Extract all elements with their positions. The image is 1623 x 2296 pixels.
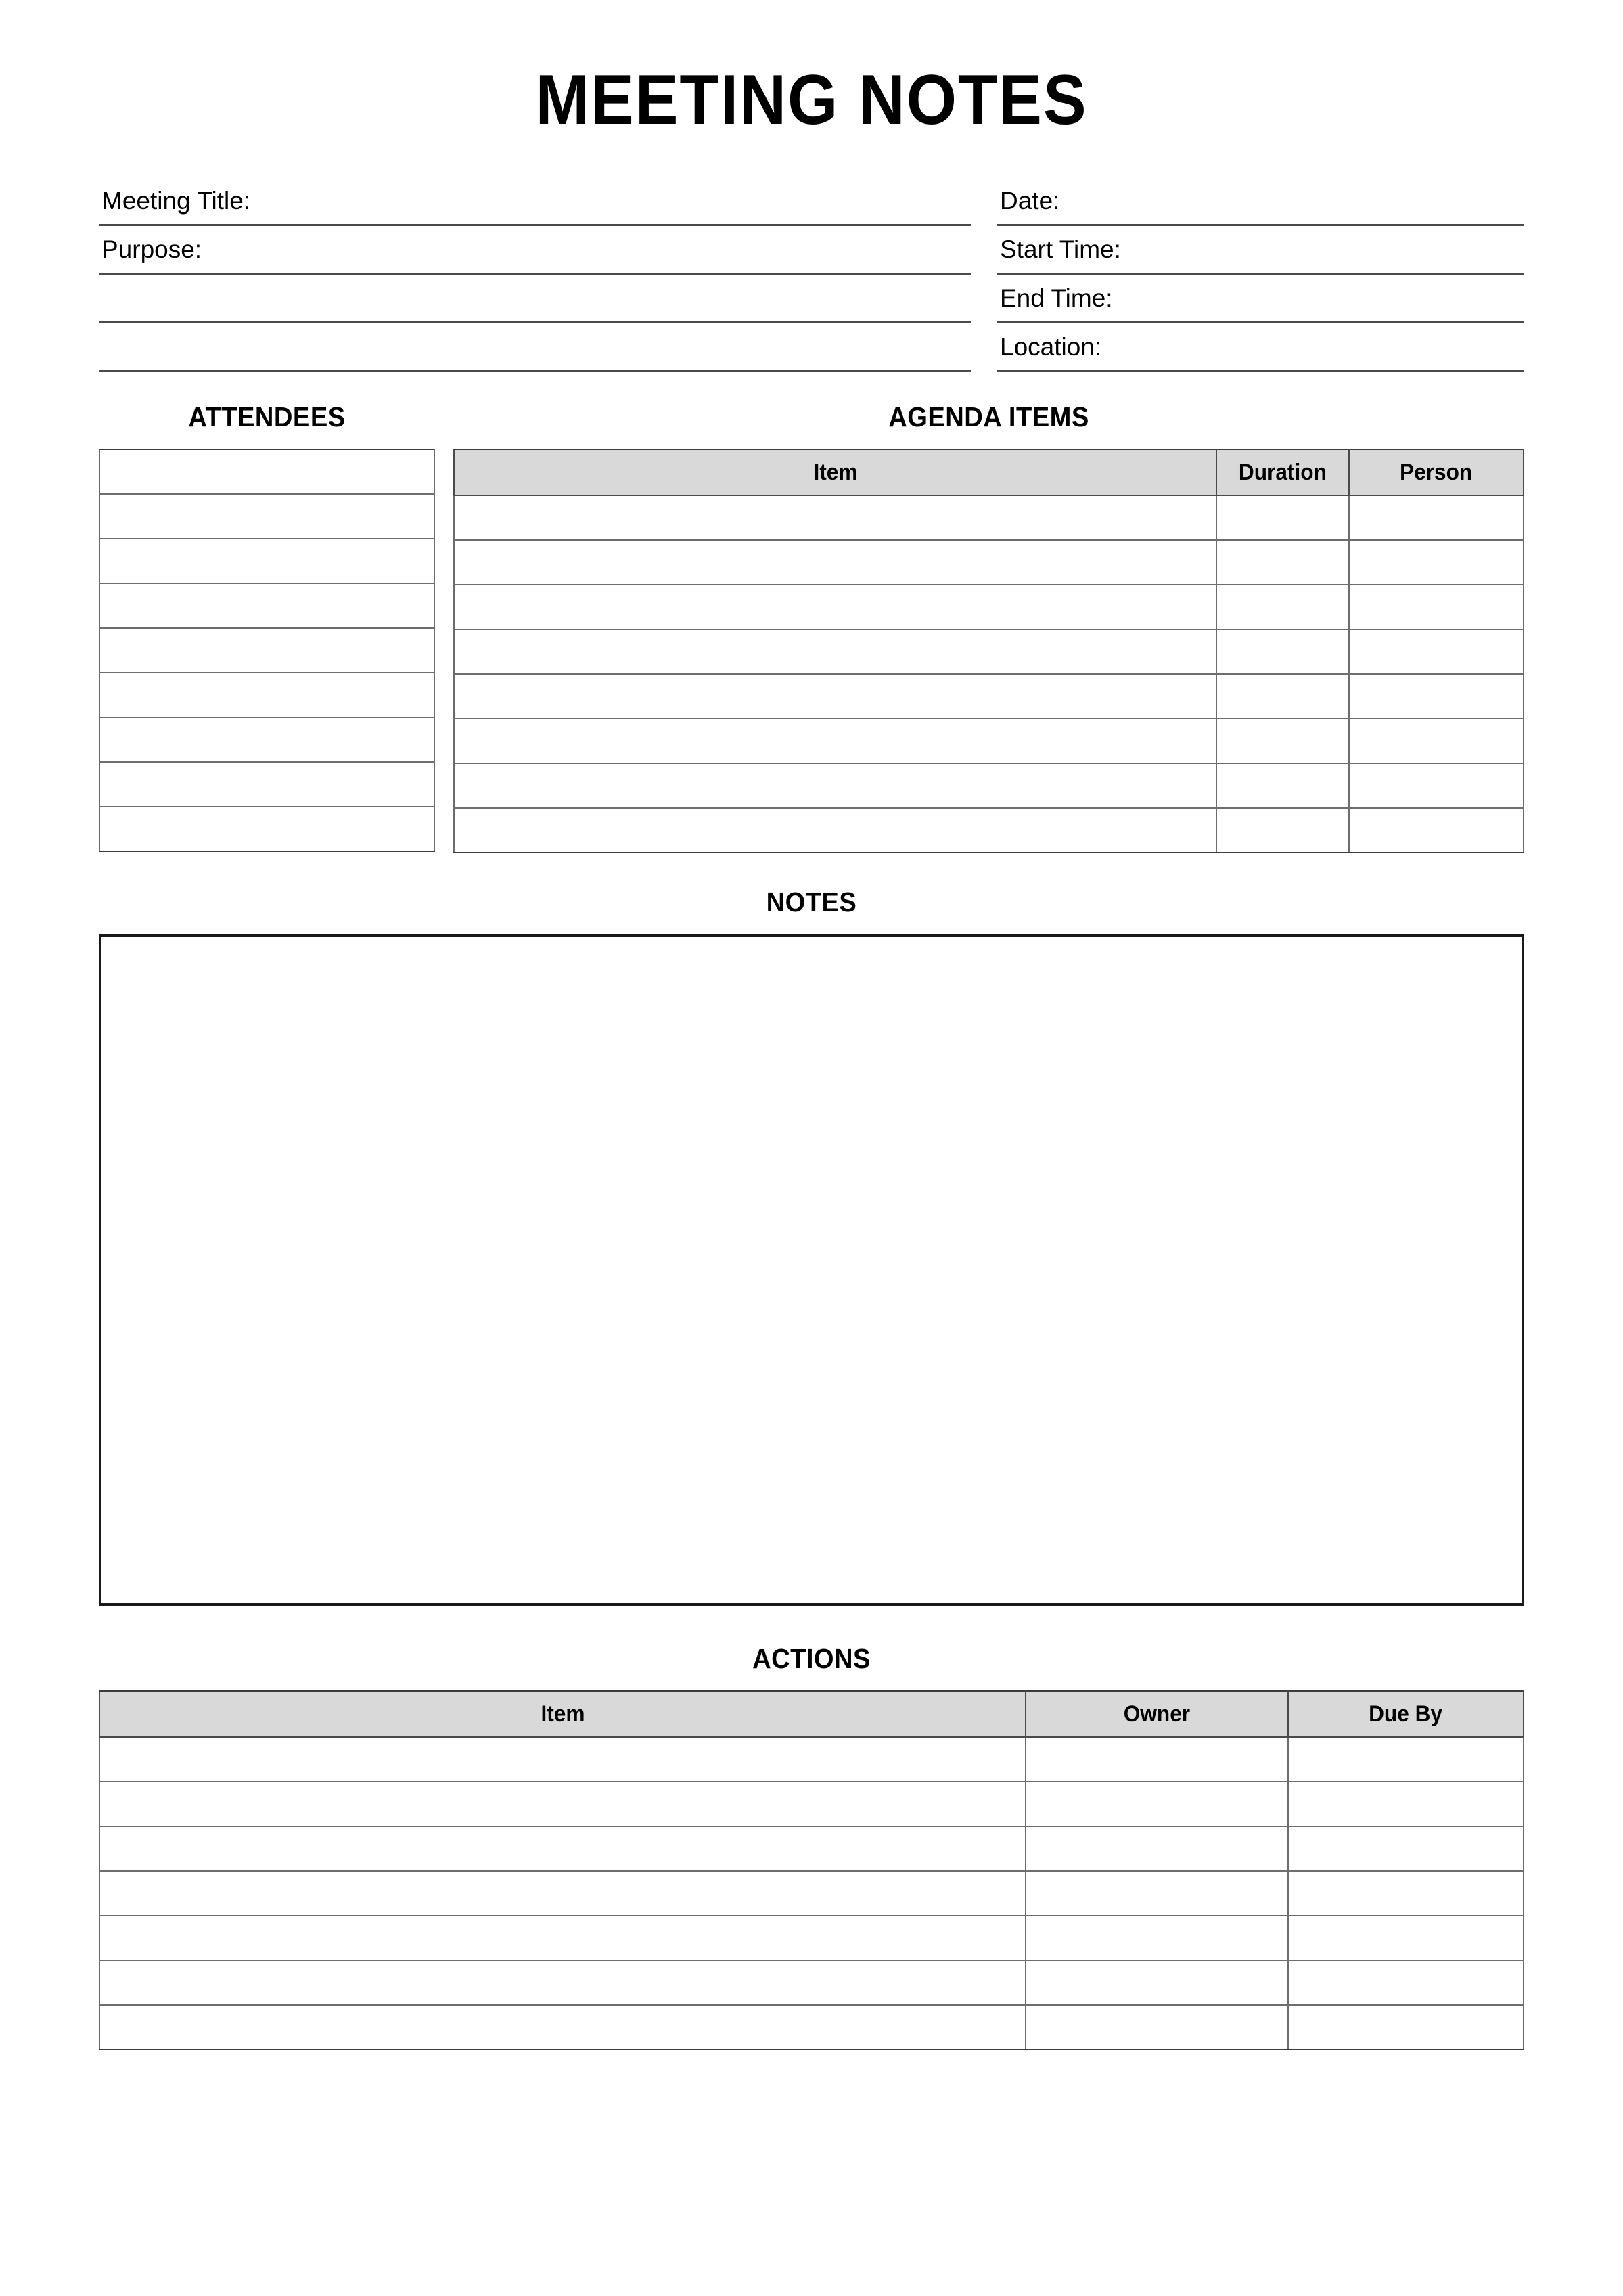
attendees-heading: ATTENDEES — [188, 401, 346, 432]
attendee-name-cell[interactable] — [99, 539, 434, 583]
action-row — [99, 1916, 1524, 1960]
attendee-name-cell[interactable] — [99, 807, 434, 851]
attendee-row — [99, 762, 434, 807]
agenda-duration-cell[interactable] — [1216, 674, 1349, 719]
field-end-time[interactable]: End Time: — [997, 275, 1524, 323]
agenda-row — [454, 674, 1524, 719]
agenda-person-cell[interactable] — [1349, 540, 1524, 585]
notes-section — [99, 888, 1524, 1606]
agenda-heading: AGENDA ITEMS — [888, 401, 1089, 432]
agenda-person-cell[interactable] — [1349, 763, 1524, 808]
attendee-name-cell[interactable] — [99, 449, 434, 494]
attendees-agenda-band — [99, 403, 1524, 853]
field-purpose-continuation-1[interactable] — [99, 275, 971, 323]
action-owner-cell[interactable] — [1026, 1871, 1288, 1916]
action-due-by-cell[interactable] — [1288, 1916, 1524, 1960]
action-due-by-cell[interactable] — [1288, 1871, 1524, 1916]
agenda-duration-cell[interactable] — [1216, 719, 1349, 763]
agenda-duration-cell[interactable] — [1216, 808, 1349, 853]
agenda-section — [453, 403, 1524, 853]
agenda-row — [454, 763, 1524, 808]
action-owner-cell[interactable] — [1026, 2005, 1288, 2050]
agenda-person-cell[interactable] — [1349, 585, 1524, 629]
field-purpose-continuation-2[interactable] — [99, 323, 971, 372]
agenda-item-cell[interactable] — [454, 495, 1216, 540]
action-item-cell[interactable] — [99, 1960, 1026, 2005]
actions-col-item: Item — [99, 1691, 1026, 1737]
action-row — [99, 1826, 1524, 1871]
agenda-person-cell[interactable] — [1349, 719, 1524, 763]
attendee-name-cell[interactable] — [99, 762, 434, 807]
field-start-time[interactable]: Start Time: — [997, 226, 1524, 275]
actions-heading: ACTIONS — [752, 1643, 871, 1674]
action-item-cell[interactable] — [99, 1916, 1026, 1960]
action-row — [99, 1960, 1524, 2005]
agenda-item-cell[interactable] — [454, 808, 1216, 853]
action-due-by-cell[interactable] — [1288, 1826, 1524, 1871]
agenda-row — [454, 540, 1524, 585]
agenda-person-cell[interactable] — [1349, 674, 1524, 719]
field-date[interactable]: Date: — [997, 177, 1524, 226]
agenda-duration-cell[interactable] — [1216, 629, 1349, 674]
actions-col-owner: Owner — [1026, 1691, 1288, 1737]
agenda-duration-cell[interactable] — [1216, 763, 1349, 808]
action-owner-cell[interactable] — [1026, 1737, 1288, 1782]
attendee-row — [99, 628, 434, 673]
action-owner-cell[interactable] — [1026, 1960, 1288, 2005]
field-purpose[interactable]: Purpose: — [99, 226, 971, 275]
agenda-col-item: Item — [454, 449, 1216, 495]
action-owner-cell[interactable] — [1026, 1916, 1288, 1960]
attendee-row — [99, 807, 434, 851]
agenda-row — [454, 585, 1524, 629]
action-item-cell[interactable] — [99, 1826, 1026, 1871]
header-right-column — [997, 177, 1524, 372]
attendees-section — [99, 403, 435, 852]
attendee-row — [99, 539, 434, 583]
attendee-name-cell[interactable] — [99, 583, 434, 628]
attendee-row — [99, 717, 434, 762]
agenda-item-cell[interactable] — [454, 674, 1216, 719]
attendee-name-cell[interactable] — [99, 673, 434, 717]
agenda-duration-cell[interactable] — [1216, 585, 1349, 629]
action-item-cell[interactable] — [99, 2005, 1026, 2050]
actions-table — [99, 1690, 1524, 2050]
action-row — [99, 1871, 1524, 1916]
action-row — [99, 1737, 1524, 1782]
action-item-cell[interactable] — [99, 1782, 1026, 1826]
agenda-item-cell[interactable] — [454, 719, 1216, 763]
attendees-table — [99, 449, 435, 852]
agenda-row — [454, 719, 1524, 763]
action-owner-cell[interactable] — [1026, 1782, 1288, 1826]
actions-col-due-by: Due By — [1288, 1691, 1524, 1737]
field-meeting-title[interactable]: Meeting Title: — [99, 177, 971, 226]
attendee-name-cell[interactable] — [99, 717, 434, 762]
agenda-header-row — [454, 449, 1524, 495]
action-owner-cell[interactable] — [1026, 1826, 1288, 1871]
page-title: MEETING NOTES — [535, 61, 1088, 139]
notes-heading: NOTES — [766, 886, 857, 918]
agenda-duration-cell[interactable] — [1216, 540, 1349, 585]
action-row — [99, 1782, 1524, 1826]
agenda-row — [454, 808, 1524, 853]
agenda-row — [454, 495, 1524, 540]
attendee-row — [99, 494, 434, 539]
agenda-item-cell[interactable] — [454, 629, 1216, 674]
agenda-col-person: Person — [1349, 449, 1524, 495]
agenda-item-cell[interactable] — [454, 763, 1216, 808]
notes-input-area[interactable] — [99, 934, 1524, 1606]
agenda-table — [453, 449, 1524, 853]
action-item-cell[interactable] — [99, 1737, 1026, 1782]
field-location[interactable]: Location: — [997, 323, 1524, 372]
agenda-person-cell[interactable] — [1349, 495, 1524, 540]
agenda-item-cell[interactable] — [454, 585, 1216, 629]
agenda-col-duration: Duration — [1216, 449, 1349, 495]
actions-header-row — [99, 1691, 1524, 1737]
attendee-name-cell[interactable] — [99, 628, 434, 673]
action-due-by-cell[interactable] — [1288, 2005, 1524, 2050]
agenda-row — [454, 629, 1524, 674]
action-item-cell[interactable] — [99, 1871, 1026, 1916]
action-due-by-cell[interactable] — [1288, 1782, 1524, 1826]
attendee-row — [99, 449, 434, 494]
action-row — [99, 2005, 1524, 2050]
agenda-item-cell[interactable] — [454, 540, 1216, 585]
agenda-person-cell[interactable] — [1349, 629, 1524, 674]
agenda-duration-cell[interactable] — [1216, 495, 1349, 540]
attendee-row — [99, 673, 434, 717]
actions-section — [99, 1645, 1524, 2050]
header-left-column — [99, 177, 971, 372]
attendee-name-cell[interactable] — [99, 494, 434, 539]
action-due-by-cell[interactable] — [1288, 1737, 1524, 1782]
meeting-header-fields — [99, 177, 1524, 372]
attendee-row — [99, 583, 434, 628]
action-due-by-cell[interactable] — [1288, 1960, 1524, 2005]
agenda-person-cell[interactable] — [1349, 808, 1524, 853]
